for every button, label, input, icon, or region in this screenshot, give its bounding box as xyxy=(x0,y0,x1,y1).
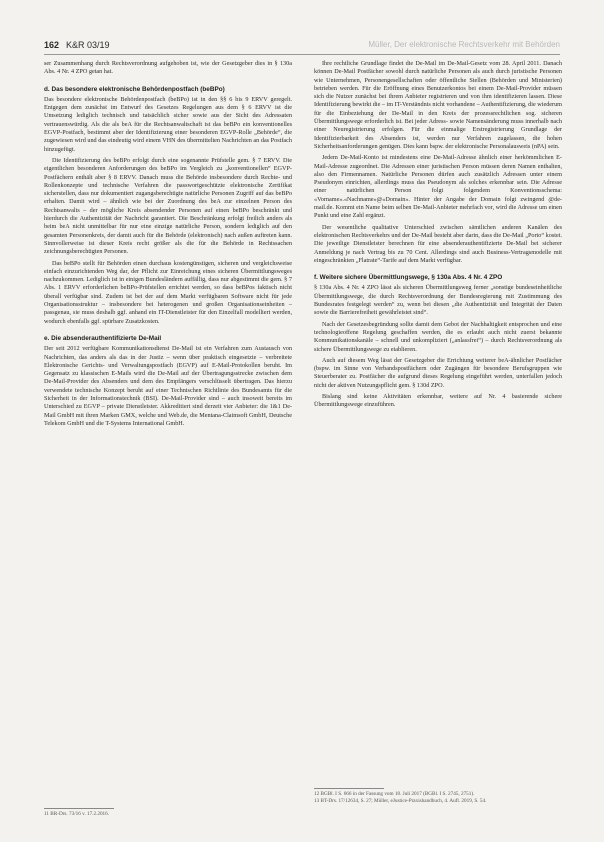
section-f-heading: f. Weitere sichere Übermittlungswege, § 130a Abs. 4 Nr. 4 ZPO xyxy=(314,274,503,282)
footnote-divider xyxy=(44,808,114,809)
right-column xyxy=(314,60,562,413)
paragraph: § 130a Abs. 4 Nr. 4 ZPO lässt als sicheren Übermittlungsweg ferner „sonstige bundeseinheitliche Übermittlungswege, die durch Rechtsverordnung der Bundesregierung mit Zustimmung des Bundesrates festgelegt werden“ zu, wenn bei diesen „die Authentizität und Integrität der Daten sowie die Barrierefreiheit gewährleistet sind“. xyxy=(314,284,562,317)
paragraph: Auch auf diesem Weg lässt der Gesetzgeber die Errichtung weiterer beA-ähnlicher Postfächer (bspw. im Sinne von Verbandspostfächern oder Zugängen für besondere Berufsgruppen wie Steuerberater zu. Postfächer die aufgrund dieses Regelung eingeführt werden, unterfallen jedoch nicht der aktiven Nutzungspflicht gem. § 130d ZPO. xyxy=(314,356,562,389)
section-d-heading: d. Das besondere elektronische Behördenpostfach (beBPo) xyxy=(44,85,225,93)
footnote: 13 BT-Drs. 17/12634, S. 27; Müller, eJustice-Praxishandbuch, 4. Aufl. 2019, S. 54. xyxy=(314,797,487,804)
footnotes-right xyxy=(314,788,562,804)
paragraph: Der wesentliche qualitative Unterschied zwischen sämtlichen anderen Kanälen des elektronischen Rechtsverkehrs und der De-Mail besteht aber darin, dass die De-Mail „Porto“ kostet. Die jeweilige Dienstleister berechnen für eine absenderauthentifizierte De-Mail bei sicherer Anmeldung je nach Vertrag bis zu 70 Cent. Allerdings sind auch Business-Vertragsmodelle mit eingeschränkten „Flatrate“-Tarife auf dem Markt verfügbar. xyxy=(314,223,562,264)
paragraph: Ihre rechtliche Grundlage findet die De-Mail im De-Mail-Gesetz vom 28. April 2011. Danach können De-Mail Postfächer sowohl durch natürliche Personen als auch durch juristische Personen wie Unternehmen, Personengesellschaften oder öffentliche Stellen (Behörden und Ministerien) betrieben werden. Für die Eröffnung eines Benutzerkontos bei einem De-Mail-Provider müssen sich die Nutzer zunächst bei ihrem Anbieter registrieren und von ihm identifizieren lassen. Diese Identifizierung bewirkt die – im IT-Verständnis nicht vorhandene – Authentifizierung, die wiederum für die Einbeziehung der De-Mail in den Kreis der prozessrechtlichen sog. sicheren Übermittlungswege erforderlich ist. Bei jeder Adress- sowie Namensänderung muss innerhalb nach einer Neuregistrierung erfolgen. Für die einmalige Erstregistrierung Grundlage der Identifizierbarkeit des Absenders ist, werden nur Verfahren zugelassen, die hohen Sicherheitsanforderungen genügen. Dies kann bspw. der elektronische Personalausweis (nPA) sein. xyxy=(314,60,562,150)
header-divider xyxy=(44,54,560,55)
left-column xyxy=(44,60,292,431)
paragraph: Bislang sind keine Aktivitäten erkennbar, weitere auf Nr. 4 basierende sichere Übermittlungswege einzuführen. xyxy=(314,392,562,409)
footnote: 12 BGBl. I S. 666 in der Fassung vom 18. Juli 2017 (BGBl. I S. 2745, 2751). xyxy=(314,791,475,797)
paragraph: Die Identifizierung des beBPo erfolgt durch eine sogenannte Prüfstelle gem. § 7 ERVV. Die eigentlichen besonderen Anforderungen des beBPo im Vergleich zu „konventionellen“ EGVP-Postfächern enthält aber § 8 ERVV. Danach muss die Behörde insbesondere durch Rechte- und Rollenkonzepte und technische Verfahren die passwortgeschützte elektronische Zertifikat sicherstellen, dass nur dokumentiert zugangsberechtigte natürliche Personen Zugriff auf das beBPo erhalten. Damit wird – ähnlich wie bei der Zuordnung des beA zur einzelnen Person des Rechtsanwalts – der mögliche Kreis absendender Personen auf einen beBPo beschränkt und hierdurch die Authentizität der Nachricht garantiert. Die Beschränkung erfolgt freilich anders als beim beA nicht unmittelbar für nur eine einzige natürliche Person, sondern lediglich auf den gesamten Personenkreis, der damit auch für die Behörde (elektronisch) nach außen auftreten kann. Sinnvollerweise ist dieser Kreis recht größer als die für die Behörde in Rechtssachen zeichnungsberechtigten Personen. xyxy=(44,156,292,256)
footnote: 11 BR-Drs. 73/16 v. 17.2.2016. xyxy=(44,811,110,817)
paragraph: Das besondere elektronische Behördenpostfach (beBPo) ist in den §§ 6 bis 9 ERVV geregelt. Entgegen dem zunächst im Entwurf des Gesetzes Regelungen aus dem § 6 ERVV ist die Umsetzung lediglich technisch und tatsächlich sicher sowie aus der Sicht des Adressaten vertrauenswürdig. Als die als beA für die Rechtsanwaltschaft ist das beBPo ein konventionelles EGVP-Postfach, bestimmt aber der Identifizierung einer besonderen EGVP-Rolle „Behörde“, die zugewiesen wird und das eindeutig wird einem VHN des übermittelten Nachrichten an das Postfach hinzugefügt. xyxy=(44,95,292,153)
running-title: Müller, Der elektronische Rechtsverkehr mit Behörden xyxy=(368,40,560,49)
intro-paragraph: ser Zusammenhang durch Rechtsverordnung aufgehoben ist, wie der Gesetzgeber dies in § 130a Abs. 4 Nr. 4 ZPO getan hat. xyxy=(44,60,292,76)
paragraph: Nach der Gesetzesbegründung sollte damit dem Gebot der Nachhaltigkeit entsprochen und eine technologieoffene Regelung geschaffen werden, die es erlaubt auch nicht zuerst bekannte Kommunikationskanäle – schnell und unkompliziert („anlassfrei“) – durch Rechtsverordnung als sichere Übermittlungswege zu etablieren. xyxy=(314,320,562,353)
page-number: 162 xyxy=(44,40,60,50)
footnotes-left xyxy=(44,808,292,818)
footnote-divider xyxy=(314,788,384,789)
paragraph: Der seit 2012 verfügbare Kommunikationsdienst De-Mail ist ein Verfahren zum Austausch von Nachrichten, das anders als das in der Justiz – wenn über praktisch eingesetzte – verbreitete Elektronische Gerichts- und Verwaltungspostfach (EGVP) auf E-Mail-Protokollen beruht. Im Gegensatz zu klassischen E-Mails wird die De-Mail auf der Übertragungsstrecke zwischen dem De-Mail-Provider des Absenders und dem des Empfängers verschlüsselt übertragen. Das hierzu verwendete technische Konzept beruht auf einer Technischen Richtlinie des Bundesamts für die Sicherheit in der Informationstechnik (BSI). De-Mail-Provider sind – auch insoweit bereits im Unterschied zu EGVP – private Dienstleister. Akkreditiert sind derzeit vier Anbieter: die 1&1 De-Mail GmbH mit ihren Marken GMX, welche und Web.de, die Mentana-Claimsoft GmbH, Deutsche Telekom GmbH und die T-Systems International GmbH. xyxy=(44,345,292,427)
paragraph: Das beBPo stellt für Behörden einen durchaus kostengünstigen, sicheren und vergleichsweise einfach einzurichtenden Weg dar, der Pflicht zur Einreichung eines sicheren Übermittlungsweges nachzukommen. Lediglich ist in einigen Bundesländern auffällig, dass nur abgestimmt die gem. § 7 Abs. 1 ERVV erforderlichen beBPo-Prüfstellen errichtet werden, so dass beBPos faktisch nicht überall verfügbar sind. Zudem ist bei der auf dem Markt verfügbaren Software nicht für jede Organisationsstruktur – insbesondere bei heterogenen und großen Organisationseinheiten – passgenau, sie muss deshalb ggf. anhand ein IT-Dienstleister für den Einzelfall modelliert werden, wodurch ebenfalls ggf. spürbare Zusatzkosten. xyxy=(44,259,292,325)
paragraph: Jedem De-Mail-Konto ist mindestens eine De-Mail-Adresse ähnlich einer herkömmlichen E-Mail-Adresse zugeordnet. Die Adressen einer juristischen Person müssen deren Namen enthalten, also den Firmennamen. Natürliche Personen dürfen auch zusätzlich Adressen unter einem Pseudonym einrichten, allerdings muss das Pseudonym als solches erkennbar sein. Die Adresse einer natürlichen Person folgt folgendem Konventionsschema: «Vorname».«Nachname»@«Domain». Hinter der Angabe der Domain folgt zwingend @de-mail.de. Kommt ein Name beim selben De-Mail-Anbieter mehrfach vor, wird die Adresse um einen Punkt und eine Zahl ergänzt. xyxy=(314,154,562,220)
journal-name: K&R 03/19 xyxy=(66,40,110,50)
section-e-heading: e. Die absenderauthentifizierte De-Mail xyxy=(44,334,162,342)
